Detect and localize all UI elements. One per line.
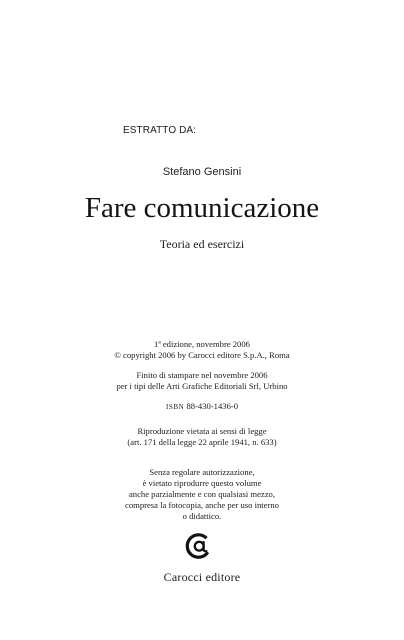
printer-line: per i tipi delle Arti Grafiche Editoriali Srl, Urbino (116, 381, 288, 391)
reproduction-block (0, 426, 404, 448)
book-subtitle: Teoria ed esercizi (159, 237, 245, 251)
publisher-name: Carocci editore (163, 570, 241, 584)
isbn-label: ISBN (165, 403, 185, 411)
notice-line: anche parzialmente e con qualsiasi mezzo, (128, 489, 276, 499)
edition-block (0, 339, 404, 361)
edition-line: 1ª edizione, novembre 2006 (154, 339, 250, 349)
copyright-line: © copyright 2006 by Carocci editore S.p.A., Roma (114, 350, 290, 360)
law-reference-line: (art. 171 della legge 22 aprile 1941, n. 633) (127, 437, 277, 447)
reproduction-line: Riproduzione vietata ai sensi di legge (137, 426, 267, 436)
book-title: Fare comunicazione (84, 192, 320, 224)
carocci-logo-icon (184, 532, 212, 560)
isbn-value: 88-430-1436-0 (186, 401, 239, 411)
notice-line: o didattico. (182, 511, 222, 521)
notice-line: Senza regolare autorizzazione, (149, 467, 255, 477)
copyright-notice (0, 467, 404, 522)
author-name: Stefano Gensini (162, 166, 242, 178)
printing-date-line: Finito di stampare nel novembre 2006 (136, 370, 268, 380)
isbn-line (0, 401, 404, 413)
extract-label: ESTRATTO DA: (123, 125, 197, 136)
notice-line: è vietato riprodurre questo volume (142, 478, 262, 488)
printing-block (0, 370, 404, 392)
notice-line: compresa la fotocopia, anche per uso interno (125, 500, 279, 510)
